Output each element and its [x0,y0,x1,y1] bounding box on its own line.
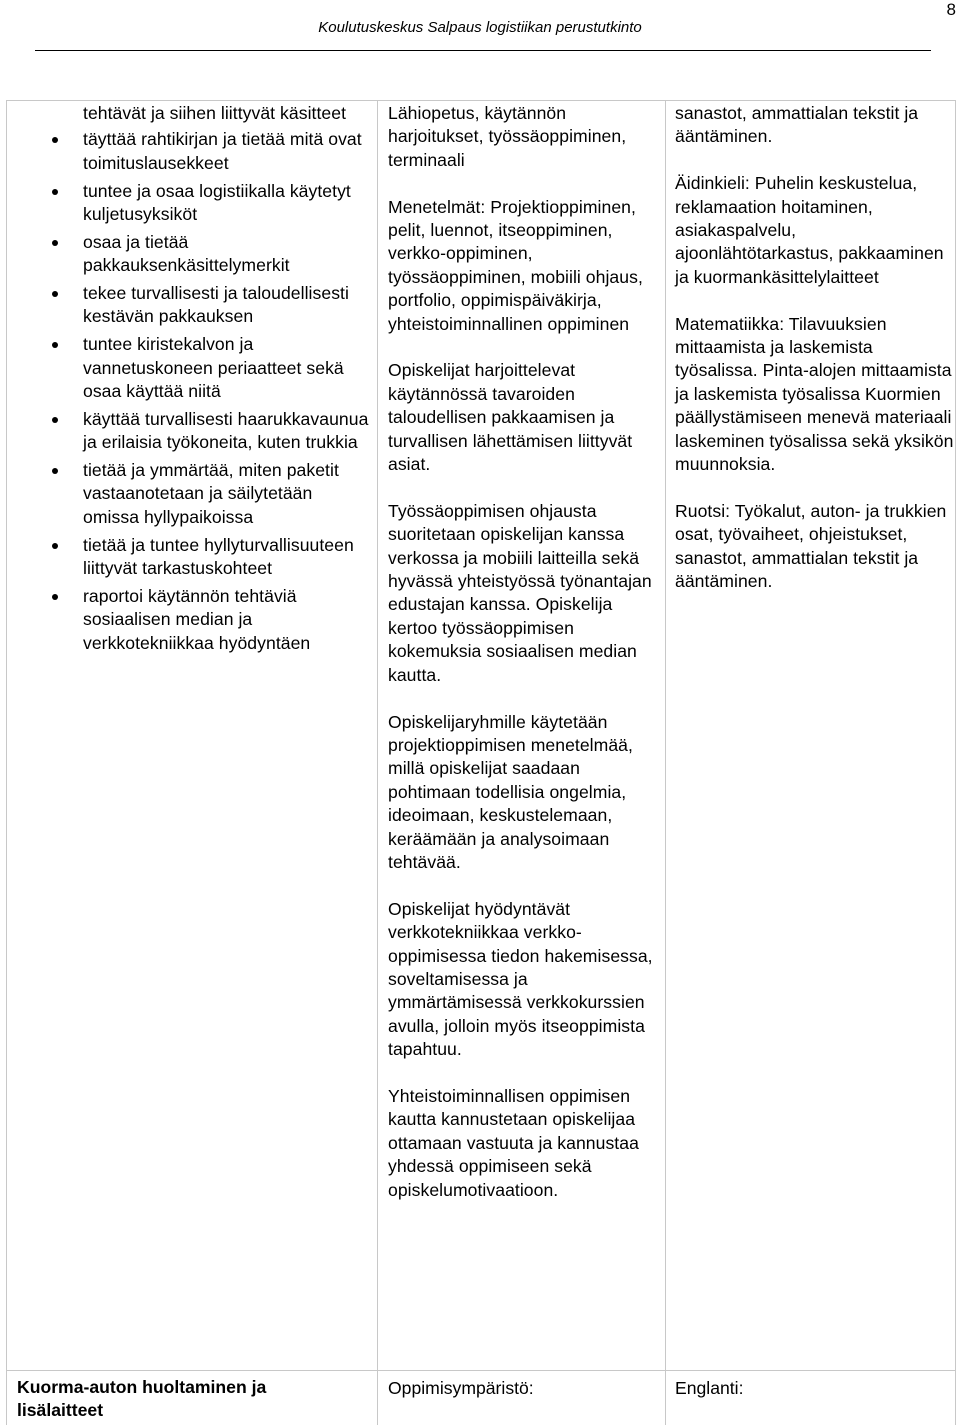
list-item [83,231,373,278]
integration-column [675,102,957,593]
list-item-text: tietää ja ymmärtää, miten paketit vastaanotetaan ja säilytetään omissa hyllypaikoissa [83,460,339,527]
header-rule [35,50,931,51]
module-title: Kuorma-auton huoltaminen ja lisälaitteet [17,1377,267,1421]
list-item-text: tietää ja tuntee hyllyturvallisuuteen liittyvät tarkastuskohteet [83,534,354,579]
methods-paragraph: Opiskelijaryhmille käytetään projektioppimisen menetelmää, millä opiskelijat saadaan pohtimaan todellisia ongelmia, ideoimaan, keskustelemaan, keräämään ja analysoimaan tehtävää. [388,711,633,872]
list-item-text: tuntee ja osaa logistiikalla käytetyt kuljetusyksiköt [83,180,351,225]
document-header-title: Koulutuskeskus Salpaus logistiikan perustutkinto [318,19,642,36]
table-divider-1 [377,100,378,1425]
integration-paragraph: Matematiikka: Tilavuuksien mittaamista ja laskemista työsalissa. Pinta-alojen mittaamista ja laskemista työsalissa Kuormien päällystämiseen menevä materiaali laskeminen työsalissa sekä yksikön muunnoksia. [675,313,954,475]
bullet-icon [52,543,58,549]
table-divider-2 [665,100,666,1425]
list-item [83,282,373,329]
targets-bullet-list [83,128,373,655]
methods-column [388,102,662,1202]
list-item-text: raportoi käytännön tehtäviä sosiaalisen median ja verkkotekniikkaa hyödyntäen [83,585,311,653]
list-item-text: osaa ja tietää pakkauksenkäsittelymerkit [83,231,290,276]
list-item [83,534,373,581]
bullet-icon [52,468,58,474]
methods-paragraph: Työssäoppimisen ohjausta suoritetaan opiskelijan kanssa verkossa ja mobiili laitteilla sekä hyvässä yhteistyössä työnantajan edustajan kanssa. Opiskelija kertoo työssäoppimisen kokemuksia sosiaalisen median kautta. [388,500,652,685]
list-item-text: tuntee kiristekalvon ja vannetuskoneen periaatteet sekä osaa käyttää niitä [83,334,344,402]
integration-paragraph: Ruotsi: Työkalut, auton- ja trukkien osat, työvaiheet, ohjeistukset, sanastot, ammattialan tekstit ja ääntäminen. [675,500,947,592]
methods-paragraph: Opiskelijat hyödyntävät verkkotekniikkaa verkko-oppimisessa tiedon hakemisessa, soveltamisessa ja ymmärtämisessä verkkokurssien avulla, jolloin myös itseoppimista tapahtuu. [388,898,653,1060]
methods-paragraph: Opiskelijat harjoittelevat käytännössä tavaroiden taloudellisen pakkaamisen ja turvallisen lähettämisen liittyvät asiat. [388,360,633,475]
bullet-icon [52,240,58,246]
bullet-icon [52,594,58,600]
table-border-top [6,100,956,101]
targets-column [83,102,373,659]
list-item-text: käyttää turvallisesti haarukkavaunua ja erilaisia työkoneita, kuten trukkia [83,408,369,453]
integration-paragraph: Äidinkieli: Puhelin keskustelua, reklamaation hoitaminen, asiakaspalvelu, ajoonlähtötarkastus, pakkaaminen ja kuormankäsittelylaitteet [675,173,944,287]
integration-paragraph: sanastot, ammattialan tekstit ja ääntäminen. [675,103,919,147]
list-item [83,585,373,655]
bullet-icon [52,417,58,423]
list-item-text: täyttää rahtikirjan ja tietää mitä ovat toimituslausekkeet [83,129,362,173]
learning-environment-label: Oppimisympäristö: [388,1378,534,1398]
list-item [83,459,373,529]
list-item [83,333,373,403]
list-item [83,408,373,455]
bullet-icon [52,189,58,195]
table-row-divider [6,1370,956,1371]
methods-paragraph: Yhteistoiminnallisen oppimisen kautta kannustetaan opiskelijaa ottamaan vastuuta ja kannustaa yhdessä oppimiseen sekä opiskelumotivaatioon. [388,1085,639,1200]
methods-paragraph: Menetelmät: Projektioppiminen, pelit, luennot, itseoppiminen, verkko-oppiminen, työssäoppiminen, mobiili ohjaus, portfolio, oppimispäiväkirja, yhteistoiminnallinen oppiminen [388,196,643,334]
english-label: Englanti: [675,1378,744,1398]
methods-paragraph: Lähiopetus, käytännön harjoitukset, työssäoppiminen, terminaali [388,103,627,170]
table-border-left [6,100,7,1425]
page-number: 8 [946,0,956,19]
list-item [83,180,373,227]
list-item-text: tekee turvallisesti ja taloudellisesti kestävän pakkauksen [83,283,349,327]
bullet-icon [52,291,58,297]
list-item [83,128,373,175]
targets-lead-text: tehtävät ja siihen liittyvät käsitteet [83,103,347,123]
